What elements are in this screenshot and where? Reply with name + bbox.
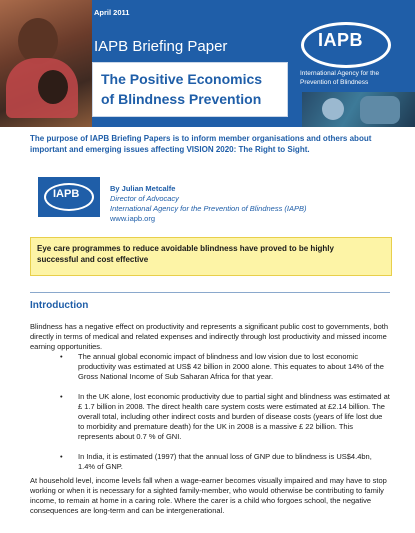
series-title: IAPB Briefing Paper xyxy=(94,38,228,55)
bullet-marker: • xyxy=(60,452,63,461)
cover-photo-mother-child xyxy=(0,0,92,127)
key-message-callout xyxy=(30,237,392,276)
section-divider xyxy=(30,292,390,293)
author-website-link[interactable]: www.iapb.org xyxy=(110,214,156,223)
author-logo-text: IAPB xyxy=(53,188,80,200)
issue-date: April 2011 xyxy=(94,8,130,17)
author-organisation: International Agency for the Prevention of Blindness (IAPB) xyxy=(110,204,307,213)
introduction-heading: Introduction xyxy=(30,300,89,311)
bullet-marker: • xyxy=(60,352,63,361)
org-name-line-2: Prevention of Blindness xyxy=(300,79,369,86)
paper-title-line-2: of Blindness Prevention xyxy=(101,91,262,107)
purpose-statement: The purpose of IAPB Briefing Papers is to inform member organisations and others about important and emerging issues affecting VISION 2020: The Right to Sight. xyxy=(30,134,372,154)
intro-opening-paragraph: Blindness has a negative effect on productivity and represents a significant public cost to governments, both directly in terms of medical and related expenses and indirectly through lost productivity and missed income earning opportunities. xyxy=(30,322,388,351)
author-role: Director of Advocacy xyxy=(110,194,179,203)
bullet-item-india-impact: In India, it is estimated (1997) that the annual loss of GNP due to blindness is US$4.4bn, 1.4% of GNP. xyxy=(78,452,372,471)
bullet-marker: • xyxy=(60,392,63,401)
author-iapb-logo xyxy=(38,177,100,217)
bullet-item-uk-impact: In the UK alone, lost economic productivity due to partial sight and blindness was estimated at £ 1.7 billion in 2008. The direct health care system costs were estimated at £2.14 billion. The overall total, including other indirect costs and burden of disease costs (years of life lost due to morbidity and premature death) for the UK in 2008 is a massive £ 22 billion. This represents about 0.7 % of GNI. xyxy=(78,392,390,441)
iapb-logo-text: IAPB xyxy=(318,30,364,50)
header-banner xyxy=(0,0,415,127)
cover-photo-clinic xyxy=(302,92,415,127)
key-message-text: Eye care programmes to reduce avoidable blindness have proved to be highly successful and cost effective xyxy=(37,244,334,264)
paper-title-line-1: The Positive Economics xyxy=(101,71,263,87)
paper-title-box xyxy=(92,62,288,117)
author-name: By Julian Metcalfe xyxy=(110,184,176,193)
intro-closing-paragraph: At household level, income levels fall when a wage-earner becomes visually impaired and may have to stop working or when it is necessary for a sighted family-member, who would otherwise be contributing to family income, to remain at home in a caring role. Where the carer is a child who forgoes school, the negative consequences are long-term and can be intergenerational. xyxy=(30,476,387,515)
org-name-line-1: International Agency for the xyxy=(300,70,380,77)
bullet-item-global-impact: The annual global economic impact of blindness and low vision due to lost economic productivity was estimated at US$ 42 billion in 2000 alone. This equates to about 14% of the Gross National Income of Sub Saharan Africa for that year. xyxy=(78,352,384,381)
